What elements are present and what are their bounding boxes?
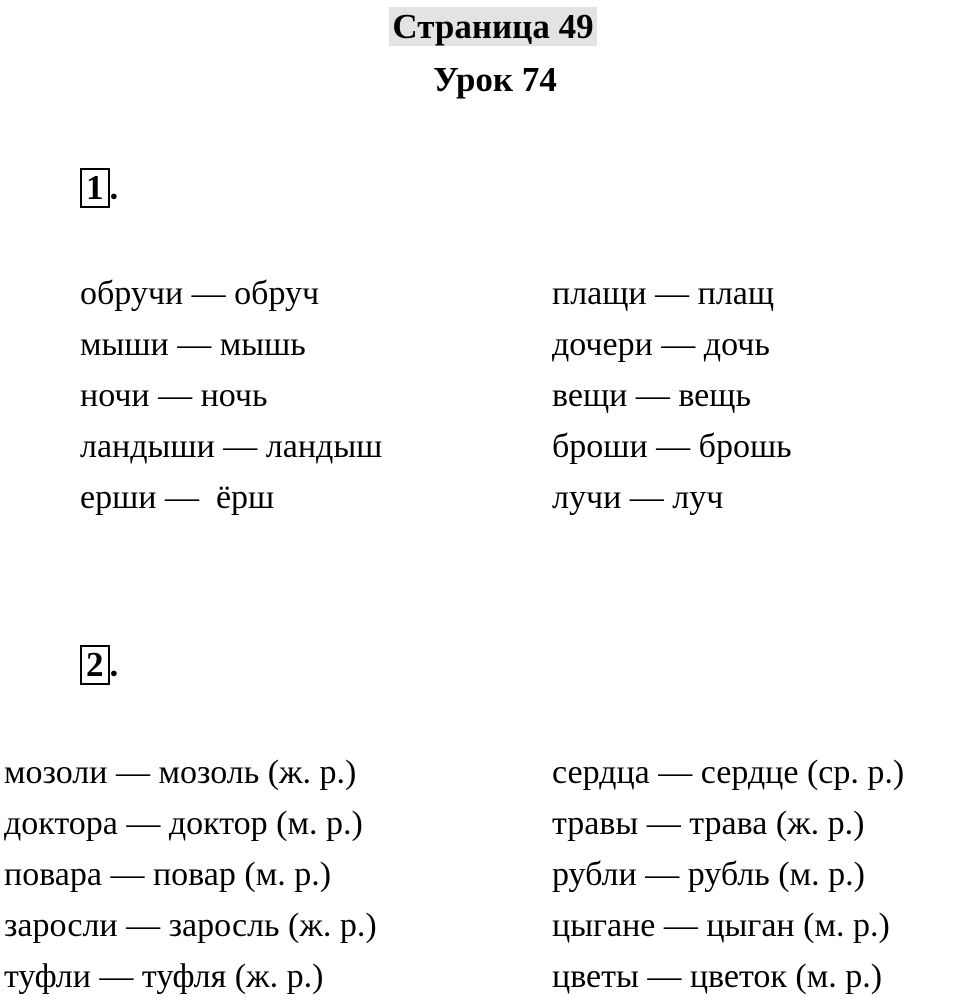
task2-left-column [4,747,377,1002]
list-item: плащи — плащ [552,275,775,312]
list-item: туфли — туфля (ж. р.) [4,958,324,995]
list-item: ерши — ёрш [80,479,275,516]
task2-right-column [552,747,904,1002]
list-item: обручи — обруч [80,275,320,312]
lesson-title: Урок 74 [433,60,557,99]
list-item: цыгане — цыган (м. р.) [552,907,890,944]
list-item: мыши — мышь [80,326,306,363]
list-item: вещи — вещь [552,377,751,414]
list-item: лучи — луч [552,479,724,516]
list-item: дочери — дочь [552,326,770,363]
list-item: доктора — доктор (м. р.) [4,805,363,842]
list-item: повара — повар (м. р.) [4,856,332,893]
list-item: броши — брошь [552,428,792,465]
list-item: мозоли — мозоль (ж. р.) [4,754,357,791]
task2-number [80,645,118,685]
task2-number-dot: . [109,645,119,684]
list-item: цветы — цветок (м. р.) [552,958,883,995]
list-item: травы — трава (ж. р.) [552,805,865,842]
task1-number-box: 1 [80,168,110,208]
list-item: заросли — заросль (ж. р.) [4,907,377,944]
list-item: ночи — ночь [80,377,268,414]
page-title [0,3,960,51]
task1-number [80,168,118,208]
page-title-text: Страница 49 [389,7,596,46]
task1-right-column [552,268,792,523]
task1-number-dot: . [109,168,119,207]
task1-left-column [80,268,382,523]
list-item: рубли — рубль (м. р.) [552,856,865,893]
list-item: ландыши — ландыш [80,428,383,465]
list-item: сердца — сердце (ср. р.) [552,754,905,791]
task2-number-box: 2 [80,645,110,685]
